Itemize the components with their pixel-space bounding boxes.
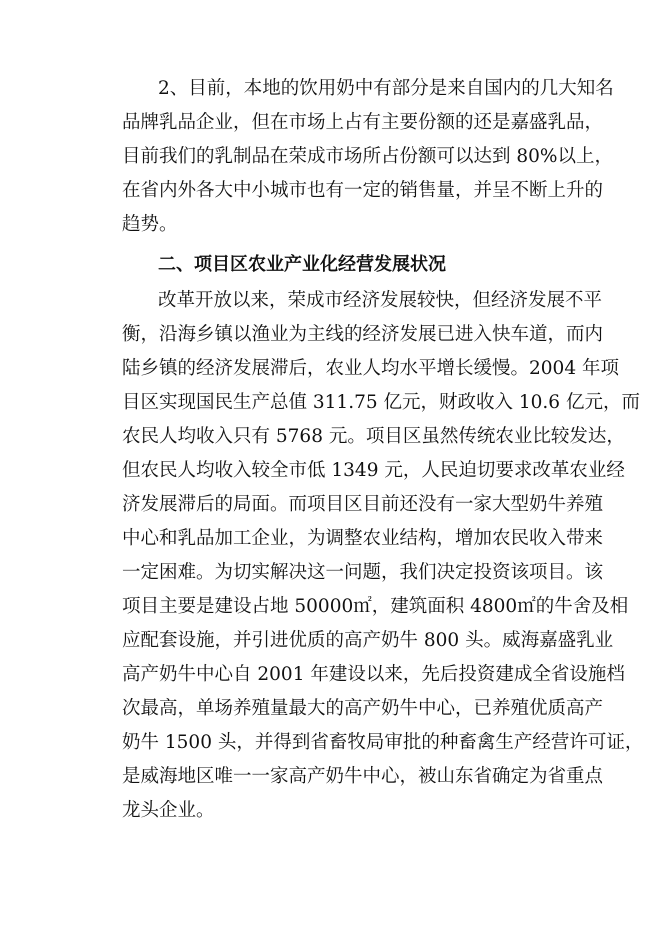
paragraph-line: 是威海地区唯一一家高产奶牛中心，被山东省确定为省重点 <box>122 766 604 787</box>
paragraph-line: 高产奶牛中心自 2001 年建设以来，先后投资建成全省设施档 <box>122 664 625 685</box>
paragraph-line: 农民人均收入只有 5768 元。项目区虽然传统农业比较发达， <box>122 426 625 447</box>
paragraph-line: 应配套设施，并引进优质的高产奶牛 800 头。威海嘉盛乳业 <box>122 630 614 651</box>
paragraph-line: 一定困难。为切实解决这一问题，我们决定投资该项目。该 <box>122 562 604 583</box>
paragraph-line: 但农民人均收入较全市低 1349 元，人民迫切要求改革农业经 <box>122 460 625 481</box>
paragraph-line: 龙头企业。 <box>122 800 215 821</box>
paragraph-line: 在省内外各大中小城市也有一定的销售量，并呈不断上升的 <box>122 180 604 201</box>
section-heading: 二、项目区农业产业化经营发展状况 <box>158 254 446 275</box>
paragraph-line: 目前我们的乳制品在荣成市场所占份额可以达到 80%以上， <box>122 146 614 167</box>
paragraph-line: 陆乡镇的经济发展滞后，农业人均水平增长缓慢。2004 年项 <box>122 358 619 379</box>
paragraph-line: 项目主要是建设占地 50000㎡，建筑面积 4800㎡的牛舍及相 <box>122 596 629 617</box>
paragraph-line: 衡，沿海乡镇以渔业为主线的经济发展已进入快车道，而内 <box>122 324 604 345</box>
paragraph-line: 中心和乳品加工企业，为调整农业结构，增加农民收入带来 <box>122 528 604 549</box>
paragraph-line: 目区实现国民生产总值 311.75 亿元，财政收入 10.6 亿元，而 <box>122 392 640 413</box>
paragraph-line: 品牌乳品企业，但在市场上占有主要份额的还是嘉盛乳品， <box>122 112 604 133</box>
paragraph-line: 次最高，单场养殖量最大的高产奶牛中心，已养殖优质高产 <box>122 698 604 719</box>
paragraph-line: 济发展滞后的局面。而项目区目前还没有一家大型奶牛养殖 <box>122 494 604 515</box>
paragraph-line: 趋势。 <box>122 214 178 235</box>
paragraph-line: 2、目前，本地的饮用奶中有部分是来自国内的几大知名 <box>158 78 614 99</box>
paragraph-line: 奶牛 1500 头，并得到省畜牧局审批的种畜禽生产经营许可证， <box>122 732 644 753</box>
paragraph-line: 改革开放以来，荣成市经济发展较快，但经济发展不平 <box>158 290 603 311</box>
